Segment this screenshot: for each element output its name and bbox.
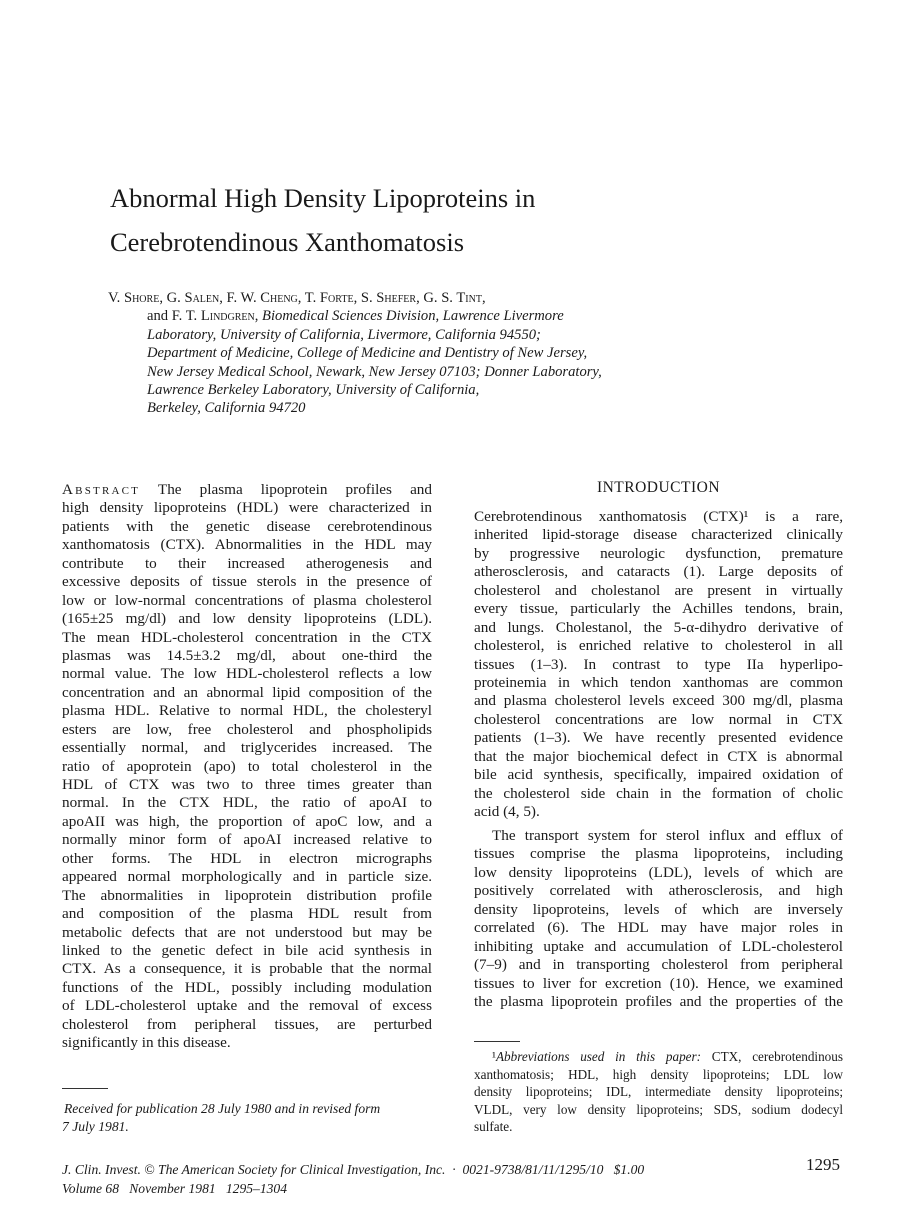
page-number: 1295 (806, 1155, 840, 1174)
text-line: ratio of apoprotein (apo) to total cholesterol in the (62, 757, 432, 775)
text-segment: Abbreviations used in this paper: (495, 1049, 702, 1064)
text-line: Cerebrotendinous xanthomatosis (CTX)¹ is a rare, (474, 508, 843, 525)
intro-paragraph (474, 508, 843, 821)
text-line: xanthomatosis (CTX). Abnormalities in the HDL may (62, 536, 432, 554)
received-line: 7 July 1981. (62, 1118, 129, 1134)
section-heading: INTRODUCTION (596, 479, 721, 496)
text-segment: CTX, cerebrotendinous (701, 1049, 843, 1064)
text-segment: , F. W. C (219, 290, 270, 306)
text-segment: Lawrence Berkeley Laboratory, University of California, (147, 382, 480, 399)
text-line: significantly in this disease. (62, 1034, 231, 1052)
text-line: xanthomatosis; HDL, high density lipoproteins; LDL low (474, 1066, 843, 1082)
text-segment: indgren (209, 308, 255, 325)
text-line: inherited lipid-storage disease characterized clinically (474, 526, 843, 544)
text-line: that the major biochemical defect in CTX is abnormal (474, 747, 843, 765)
text-line: concentration and an abnormal lipid composition of the (62, 683, 432, 701)
text-line: and composition of the plasma HDL result from (62, 905, 432, 923)
text-line: plasma HDL. Relative to normal HDL, the cholesteryl (62, 702, 432, 720)
text-line (108, 381, 602, 399)
text-segment: The plasma lipoprotein profiles and (140, 481, 432, 498)
text-line: and lungs. Cholestanol, the 5-α-dihydro derivative of (474, 618, 843, 636)
text-line: The abnormalities in lipoprotein distribution profile (62, 886, 432, 904)
text-line: density lipoproteins, levels of which are inversely (474, 900, 843, 918)
text-line: tissues to liver for excretion (10). Hence, we examined (474, 974, 843, 992)
abstract (62, 481, 432, 1053)
text-segment: , G. S. T (416, 290, 466, 306)
text-segment: , (481, 290, 486, 306)
text-line: plasmas was 14.5±3.2 mg/dl, about one-third the (62, 646, 432, 664)
text-line: cholesterol and cholestanol are present in virtually (474, 581, 843, 599)
text-line: functions of the HDL, possibly including modulation (62, 978, 432, 996)
text-line: VLDL, very low density lipoproteins; SDS, sodium dodecyl (474, 1101, 843, 1117)
title-line: Cerebrotendinous Xanthomatosis (110, 227, 465, 257)
text-line: the cholesterol side chain in the formation of cholic (474, 784, 843, 802)
received-line: Received for publication 28 July 1980 and in revised form (64, 1101, 381, 1116)
text-segment: Department of Medicine, College of Medicine and Dentistry of New Jersey, (147, 345, 588, 362)
text-segment: int (465, 290, 482, 306)
text-line: patients (1–3). We have recently presented evidence (474, 729, 843, 747)
text-line: metabolic defects that are not understood but may be (62, 923, 432, 941)
journal-citation (62, 1160, 644, 1198)
text-segment: ¹ (492, 1049, 496, 1064)
text-line (108, 399, 602, 417)
text-line: appeared normal morphologically and in particle size. (62, 868, 432, 886)
text-line: cholesterol, is enriched relative to cholesterol in all (474, 637, 843, 655)
text-segment: alen (192, 290, 220, 306)
text-line: tissues (1–3). In contrast to type IIa hyperlipo- (474, 655, 843, 673)
text-line: the plasma lipoprotein profiles and the properties of the (474, 992, 843, 1010)
text-line: inhibiting uptake and accumulation of LDL-cholesterol (474, 937, 843, 955)
text-line (108, 289, 602, 307)
text-line: (165±25 mg/dl) and low density lipoproteins (LDL). (62, 610, 432, 628)
text-segment: , G. S (159, 290, 193, 306)
text-line (108, 344, 602, 362)
text-line: every tissue, particularly the Achilles tendons, brain, (474, 600, 843, 618)
text-line: low or low-normal concentrations of plasma cholesterol (62, 591, 432, 609)
text-line (62, 481, 432, 499)
text-line: high density lipoproteins (HDL) were characterized in (62, 499, 432, 517)
paper-title (110, 176, 535, 264)
text-line: atherosclerosis, and cataracts (1). Large deposits of (474, 563, 843, 581)
divider (474, 1041, 520, 1042)
footnote (474, 1048, 843, 1136)
text-line: by progressive neurologic dysfunction, premature (474, 544, 843, 562)
text-line: apoAII was high, the proportion of apoC low, and a (62, 812, 432, 830)
text-line: sulfate. (474, 1119, 513, 1135)
text-line: esters are low, free cholesterol and phospholipids (62, 720, 432, 738)
text-line: and plasma cholesterol levels exceed 300 mg/dl, plasma (474, 692, 843, 710)
title-line: Abnormal High Density Lipoproteins in (110, 183, 536, 213)
text-segment: hore (132, 290, 160, 306)
text-line: normally minor form of apoAI increased relative to (62, 831, 432, 849)
text-segment: Biomedical Sciences Division, Lawrence Livermore (262, 308, 564, 325)
text-segment: , (254, 308, 263, 325)
text-line: proteinemia in which tendon xanthomas are common (474, 673, 843, 691)
text-line: other forms. The HDL in electron micrographs (62, 849, 432, 867)
text-line: cholesterol from peripheral tissues, are perturbed (62, 1015, 432, 1033)
text-line: normal. In the CTX HDL, the ratio of apoAI to (62, 794, 432, 812)
divider (62, 1088, 108, 1089)
received-note (62, 1100, 432, 1135)
text-segment: orte (328, 290, 354, 306)
text-line: HDL of CTX was two to three times greater than (62, 776, 432, 793)
text-segment: , S. S (353, 290, 385, 306)
text-segment: V. S (108, 290, 133, 306)
text-line (108, 307, 602, 325)
text-line: The transport system for sterol influx and efflux of (492, 827, 843, 844)
text-line (108, 326, 602, 344)
text-line (474, 1048, 843, 1066)
text-line: positively correlated with atherosclerosis, and high (474, 882, 843, 900)
text-line: low density lipoproteins (LDL), levels of which are (474, 863, 843, 881)
intro-paragraph (474, 827, 843, 1011)
text-line: density lipoproteins; IDL, intermediate density lipoproteins; (474, 1084, 843, 1100)
text-line: excessive deposits of tissue sterols in the presence of (62, 573, 432, 591)
text-segment: Laboratory, University of California, Livermore, California 94550; (147, 326, 541, 343)
text-line: contribute to their increased atherogenesis and (62, 554, 432, 572)
text-segment: hefer (384, 290, 417, 306)
text-line: CTX. As a consequence, it is probable that the normal (62, 960, 432, 978)
text-line: correlated (6). The HDL may have major roles in (474, 919, 843, 937)
text-segment: and F. T. L (147, 308, 210, 325)
text-line: The mean HDL-cholesterol concentration in the CTX (62, 628, 432, 646)
text-segment: New Jersey Medical School, Newark, New Jersey 07103; Donner Laboratory, (147, 363, 602, 380)
journal-line: J. Clin. Invest. © The American Society for Clinical Investigation, Inc. · 0021-9738/81/11/1295/10 $1.00 (62, 1162, 645, 1177)
text-line: patients with the genetic disease cerebrotendinous (62, 517, 432, 535)
text-line (108, 363, 602, 381)
text-line: essentially normal, and triglycerides increased. The (62, 739, 432, 757)
text-line: bile acid synthesis, specifically, impaired oxidation of (474, 766, 843, 784)
text-segment: , T. F (297, 290, 329, 306)
text-line: cholesterol concentrations are low normal in CTX (474, 710, 843, 728)
author-affiliations (108, 289, 602, 418)
text-line: normal value. The low HDL-cholesterol reflects a low (62, 665, 432, 683)
text-segment: Berkeley, California 94720 (147, 400, 306, 417)
text-line: linked to the genetic defect in bile acid synthesis in (62, 941, 432, 959)
text-line: tissues comprise the plasma lipoproteins, including (474, 845, 843, 863)
journal-line: Volume 68 November 1981 1295–1304 (62, 1181, 288, 1196)
text-segment: heng (269, 290, 298, 306)
text-line: of LDL-cholesterol uptake and the removal of excess (62, 997, 432, 1015)
text-segment: Abstract (62, 481, 141, 498)
text-line: (7–9) and in transporting cholesterol from peripheral (474, 956, 843, 974)
text-line: acid (4, 5). (474, 803, 540, 820)
